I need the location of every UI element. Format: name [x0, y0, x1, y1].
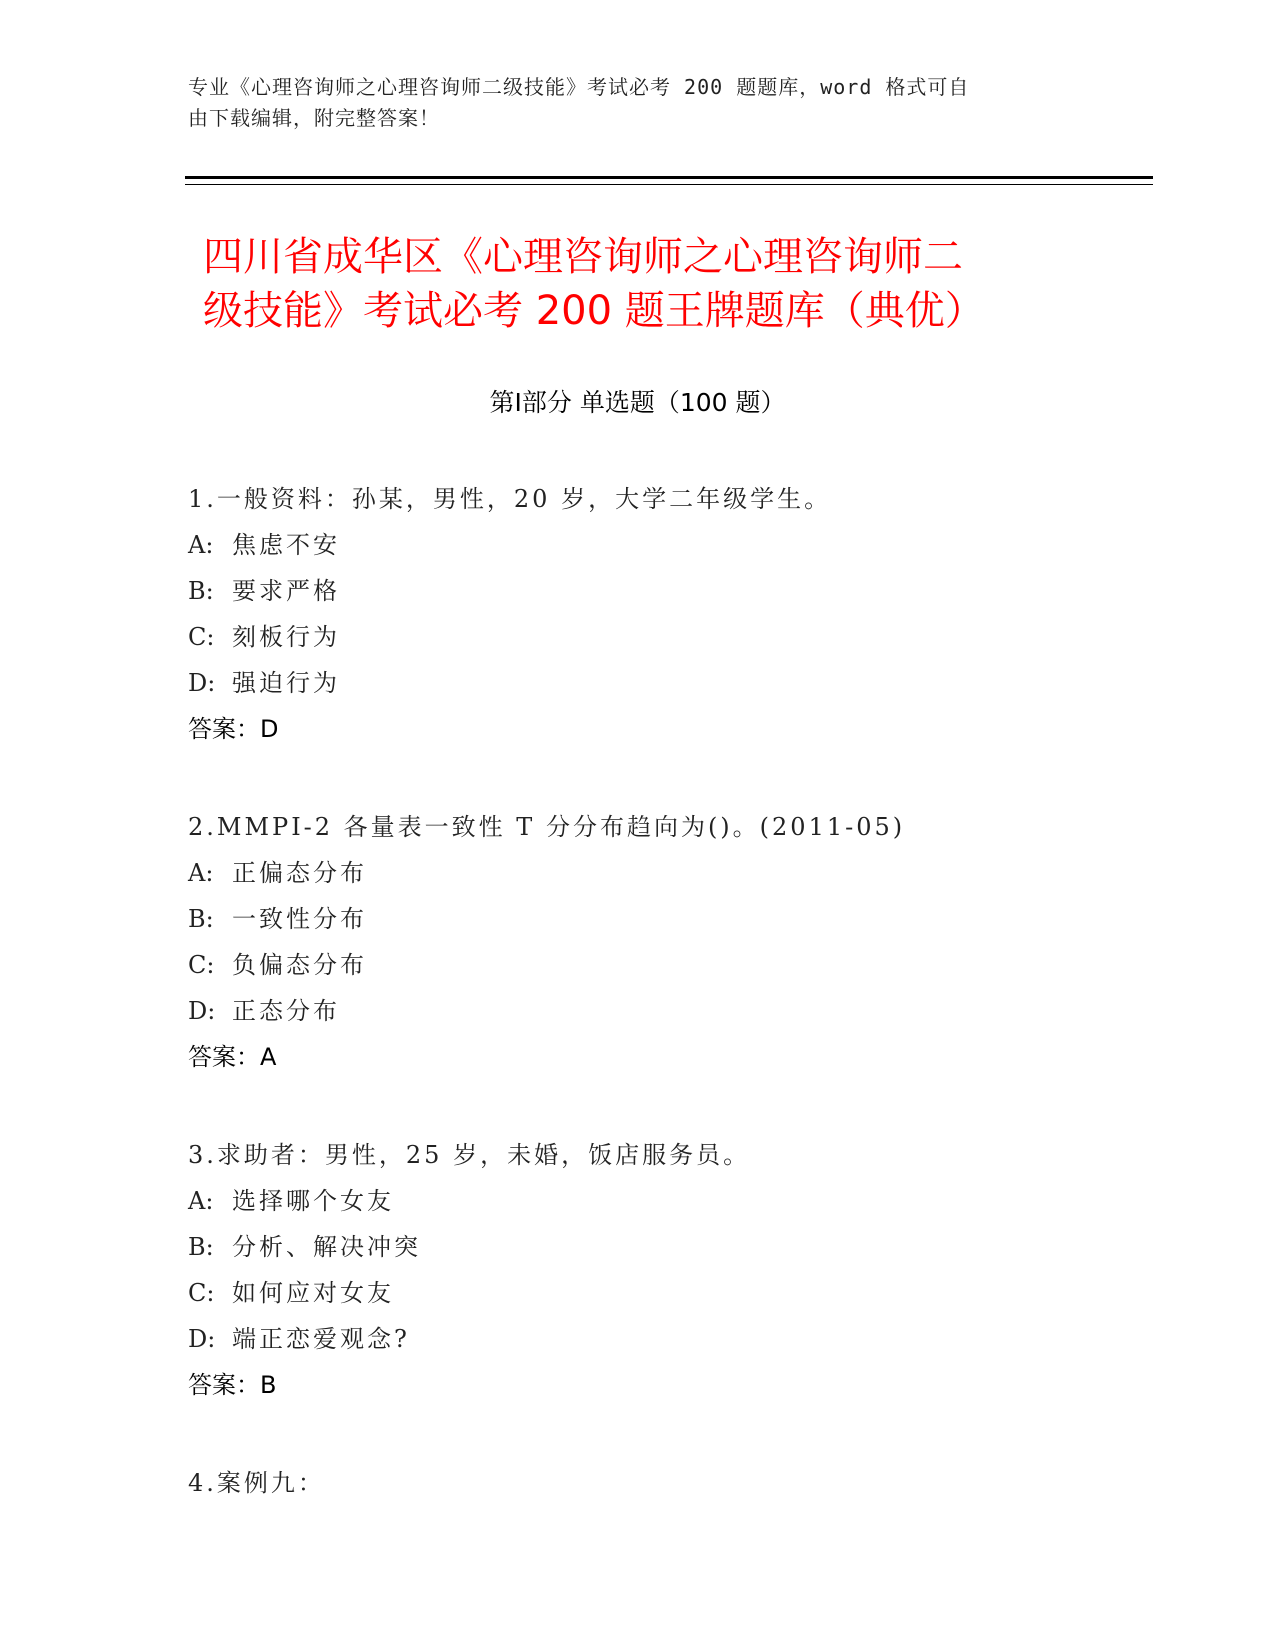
- document-intro: [188, 72, 1068, 134]
- option-letter: B:: [188, 577, 214, 605]
- option-text: 分析、解决冲突: [232, 1233, 421, 1261]
- question-list: [188, 476, 1138, 1558]
- title-line-2: 级技能》考试必考 200 题王牌题库（典优）: [203, 288, 985, 334]
- intro-line-2: 由下载编辑，附完整答案！: [188, 106, 440, 130]
- question-stem: 3.求助者：男性，25 岁，未婚，饭店服务员。: [188, 1141, 751, 1169]
- question-stem: 2.MMPI-2 各量表一致性 T 分分布趋向为()。(2011-05): [188, 813, 906, 841]
- answer-line: 答案：A: [188, 1043, 277, 1071]
- question-2: [188, 804, 1138, 1080]
- option-text: 负偏态分布: [232, 951, 367, 979]
- option-letter: B:: [188, 1233, 214, 1261]
- question-3: [188, 1132, 1138, 1408]
- option-letter: D:: [188, 669, 216, 697]
- option-text: 要求严格: [232, 577, 340, 605]
- option-letter: C:: [188, 951, 215, 979]
- option-text: 焦虑不安: [232, 531, 340, 559]
- option-letter: B:: [188, 905, 214, 933]
- option-c: [188, 1270, 1138, 1316]
- option-b: [188, 1224, 1138, 1270]
- option-b: [188, 896, 1138, 942]
- question-stem: 1.一般资料：孙某，男性，20 岁，大学二年级学生。: [188, 485, 832, 513]
- option-text: 强迫行为: [232, 669, 340, 697]
- answer-line: 答案：D: [188, 715, 279, 743]
- header-divider-thin: [185, 184, 1153, 185]
- option-text: 刻板行为: [232, 623, 340, 651]
- option-d: [188, 988, 1138, 1034]
- option-a: [188, 850, 1138, 896]
- option-text: 端正恋爱观念?: [232, 1325, 410, 1353]
- question-4: [188, 1460, 1138, 1506]
- question-1: [188, 476, 1138, 752]
- option-d: [188, 1316, 1138, 1362]
- title-line-1: 四川省成华区《心理咨询师之心理咨询师二: [203, 234, 963, 280]
- answer-line: 答案：B: [188, 1371, 277, 1399]
- option-c: [188, 614, 1138, 660]
- header-divider-thick: [185, 176, 1153, 179]
- option-letter: A:: [188, 859, 214, 887]
- option-letter: A:: [188, 531, 214, 559]
- question-stem: 4.案例九：: [188, 1469, 325, 1497]
- option-a: [188, 522, 1138, 568]
- document-title: [203, 230, 1083, 338]
- option-c: [188, 942, 1138, 988]
- option-text: 选择哪个女友: [232, 1187, 394, 1215]
- option-a: [188, 1178, 1138, 1224]
- option-letter: C:: [188, 623, 215, 651]
- section-heading: 第Ⅰ部分 单选题（100 题）: [489, 388, 786, 417]
- option-letter: A:: [188, 1187, 214, 1215]
- option-b: [188, 568, 1138, 614]
- option-text: 正态分布: [232, 997, 340, 1025]
- option-d: [188, 660, 1138, 706]
- option-letter: D:: [188, 997, 216, 1025]
- option-text: 如何应对女友: [232, 1279, 394, 1307]
- intro-line-1: 专业《心理咨询师之心理咨询师二级技能》考试必考 200 题题库，word 格式可自: [188, 75, 970, 99]
- option-text: 正偏态分布: [232, 859, 367, 887]
- option-letter: D:: [188, 1325, 216, 1353]
- option-text: 一致性分布: [232, 905, 367, 933]
- option-letter: C:: [188, 1279, 215, 1307]
